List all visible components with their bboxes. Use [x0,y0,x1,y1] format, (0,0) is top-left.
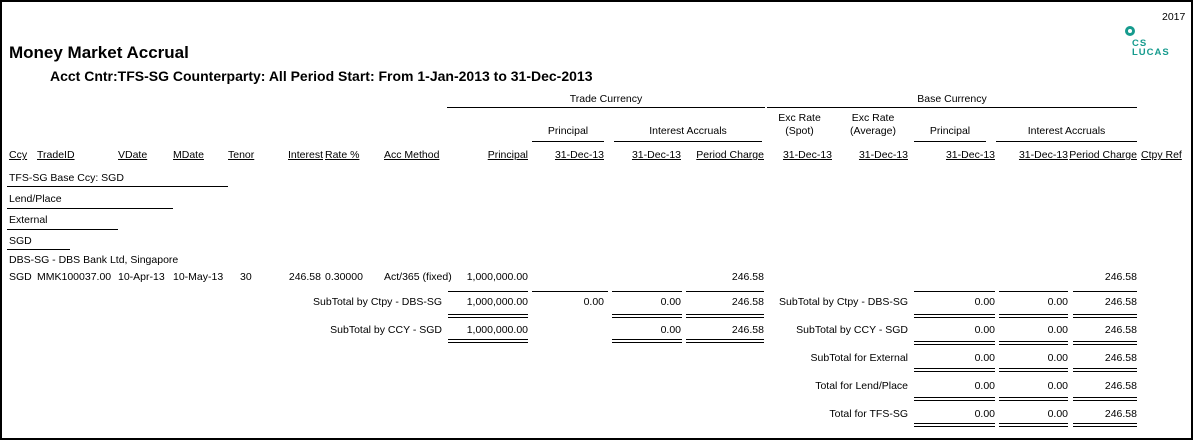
trade-interest: 246.58 [288,271,321,283]
col-avg-date: 31-Dec-13 [858,149,908,161]
group-category: Lend/Place [9,193,62,205]
col-bc-principal-date: 31-Dec-13 [945,149,995,161]
report-title: Money Market Accrual [9,43,189,62]
col-tc-principal-date: 31-Dec-13 [554,149,604,161]
total-tfs-bc-charge: 246.58 [1104,408,1137,420]
report-subtitle: Acct Cntr:TFS-SG Counterparty: All Period Start: From 1-Jan-2013 to 31-Dec-2013 [50,68,593,84]
trade-vdate: 10-Apr-13 [118,271,165,283]
col-spot-date: 31-Dec-13 [782,149,832,161]
tc-principal-rule [532,141,604,142]
trade-rate: 0.30000 [325,271,363,283]
col-tc-period-charge: Period Charge [696,149,764,161]
cs-lucas-logo-icon [1125,26,1135,36]
subtotal-ccy-bc-principal: 0.00 [974,324,995,336]
subtotal-ctpy-tc-principal: 0.00 [583,296,604,308]
col-bc-period-charge: Period Charge [1069,149,1137,161]
subtotal-ctpy-bc-charge: 246.58 [1104,296,1137,308]
total-lend-label: Total for Lend/Place [815,380,908,392]
exc-rate-spot-header-1: Exc Rate [778,112,821,124]
base-currency-rule [767,107,1137,108]
col-mdate: MDate [173,149,204,161]
cs-lucas-logo [1132,39,1170,57]
logo-text-top: CS [1132,38,1148,49]
col-trade-id: TradeID [37,149,75,161]
report-year: 2017 [1162,11,1186,23]
subtotal-ccy-tc-charge: 246.58 [731,324,764,336]
ccy-tc-accrual-rule-below [612,339,682,343]
subtotal-external-bc-charge: 246.58 [1104,352,1137,364]
external-bc-charge-rule [1073,368,1137,372]
subtotal-external-bc-accrual: 0.00 [1047,352,1068,364]
subtotal-ccy-bc-charge: 246.58 [1104,324,1137,336]
subtotal-ctpy-bc-accrual: 0.00 [1047,296,1068,308]
bc-interest-rule [996,141,1137,142]
total-lend-bc-charge: 246.58 [1104,380,1137,392]
bc-interest-accruals-header: Interest Accruals [1027,125,1106,137]
ccy-bc-principal-rule-below [914,341,995,345]
trade-base-period-charge: 246.58 [1104,271,1137,283]
tc-interest-accruals-header: Interest Accruals [649,125,727,137]
trade-currency-rule [447,107,765,108]
subtotal-ctpy-base-label: SubTotal by Ctpy - DBS-SG [779,296,908,308]
trade-currency-header: Trade Currency [569,93,643,105]
trade-principal: 1,000,000.00 [466,271,528,283]
col-ccy: Ccy [9,149,28,161]
ctpy-principal-rule [448,291,528,292]
subtotal-external-label: SubTotal for External [810,352,908,364]
total-lend-bc-accrual: 0.00 [1047,380,1068,392]
trade-tenor: 30 [240,271,252,283]
subtotal-ctpy-tc-charge: 246.58 [731,296,764,308]
ccy-tc-accrual-rule [612,314,682,318]
ctpy-bc-charge-rule [1073,291,1137,292]
subtotal-ccy-base-label: SubTotal by CCY - SGD [796,324,908,336]
external-bc-accrual-rule [999,368,1068,372]
lend-bc-accrual-rule [999,397,1068,401]
group-currency-rule [7,249,70,250]
col-tenor: Tenor [228,149,255,161]
exc-rate-avg-header-1: Exc Rate [851,112,895,124]
group-acct-cntr: TFS-SG Base Ccy: SGD [9,172,124,184]
bc-principal-rule [914,141,986,142]
ccy-bc-charge-rule [1073,314,1137,318]
col-vdate: VDate [118,149,148,161]
tc-interest-rule [614,141,762,142]
lend-bc-principal-rule [914,397,995,401]
exc-rate-avg-header-2: (Average) [850,125,896,137]
col-ctpy-ref: Ctpy Ref [1141,149,1182,161]
tfs-bc-charge-rule [1073,423,1137,427]
subtotal-ccy-tc-accrual: 0.00 [660,324,681,336]
external-bc-principal-rule [914,368,995,372]
ccy-principal-rule-below [448,339,528,343]
subtotal-ctpy-tc-accrual: 0.00 [660,296,681,308]
group-counterparty: DBS-SG - DBS Bank Ltd, Singapore [9,254,179,266]
ccy-principal-rule [448,314,528,318]
subtotal-ctpy-label: SubTotal by Ctpy - DBS-SG [313,296,442,308]
group-currency: SGD [9,235,32,247]
col-tc-accrual-date: 31-Dec-13 [631,149,681,161]
subtotal-ctpy-bc-principal: 0.00 [974,296,995,308]
tfs-bc-accrual-rule [999,423,1068,427]
subtotal-ccy-label: SubTotal by CCY - SGD [330,324,442,336]
subtotal-external-bc-principal: 0.00 [974,352,995,364]
total-tfs-bc-principal: 0.00 [974,408,995,420]
ccy-bc-charge-rule-below [1073,341,1137,345]
trade-acc-method: Act/365 (fixed) [384,271,452,283]
subtotal-ccy-principal: 1,000,000.00 [466,324,528,336]
group-category-rule [7,208,173,209]
tc-principal-header: Principal [547,125,589,137]
ccy-bc-accrual-rule-below [999,341,1068,345]
subtotal-ccy-bc-accrual: 0.00 [1047,324,1068,336]
subtotal-ctpy-principal: 1,000,000.00 [466,296,528,308]
col-interest: Interest [288,149,324,161]
trade-mdate: 10-May-13 [173,271,224,283]
ccy-bc-principal-rule [914,314,995,318]
total-lend-bc-principal: 0.00 [974,380,995,392]
base-currency-header: Base Currency [917,93,987,105]
trade-id: MMK100037.00 [37,271,112,283]
trade-ccy: SGD [9,271,32,283]
ctpy-bc-principal-rule [914,291,995,292]
bc-principal-header: Principal [929,125,971,137]
col-bc-accrual-date: 31-Dec-13 [1018,149,1068,161]
logo-text-bottom: LUCAS [1132,47,1170,58]
tfs-bc-principal-rule [914,423,995,427]
col-acc-method: Acc Method [384,149,440,161]
ccy-tc-charge-rule [686,314,764,318]
ccy-bc-accrual-rule [999,314,1068,318]
exc-rate-spot-header-2: (Spot) [785,125,814,137]
group-type-rule [7,229,118,230]
total-tfs-bc-accrual: 0.00 [1047,408,1068,420]
ctpy-tc-accrual-rule [612,291,682,292]
trade-period-charge: 246.58 [731,271,764,283]
lend-bc-charge-rule [1073,397,1137,401]
total-tfs-label: Total for TFS-SG [829,408,908,420]
ctpy-tc-principal-rule [532,291,608,292]
group-acct-cntr-rule [7,186,228,187]
ctpy-bc-accrual-rule [999,291,1068,292]
col-rate: Rate % [325,149,360,161]
group-type: External [9,214,48,226]
ccy-tc-charge-rule-below [686,339,764,343]
col-principal: Principal [487,149,528,161]
ctpy-tc-charge-rule [686,291,764,292]
